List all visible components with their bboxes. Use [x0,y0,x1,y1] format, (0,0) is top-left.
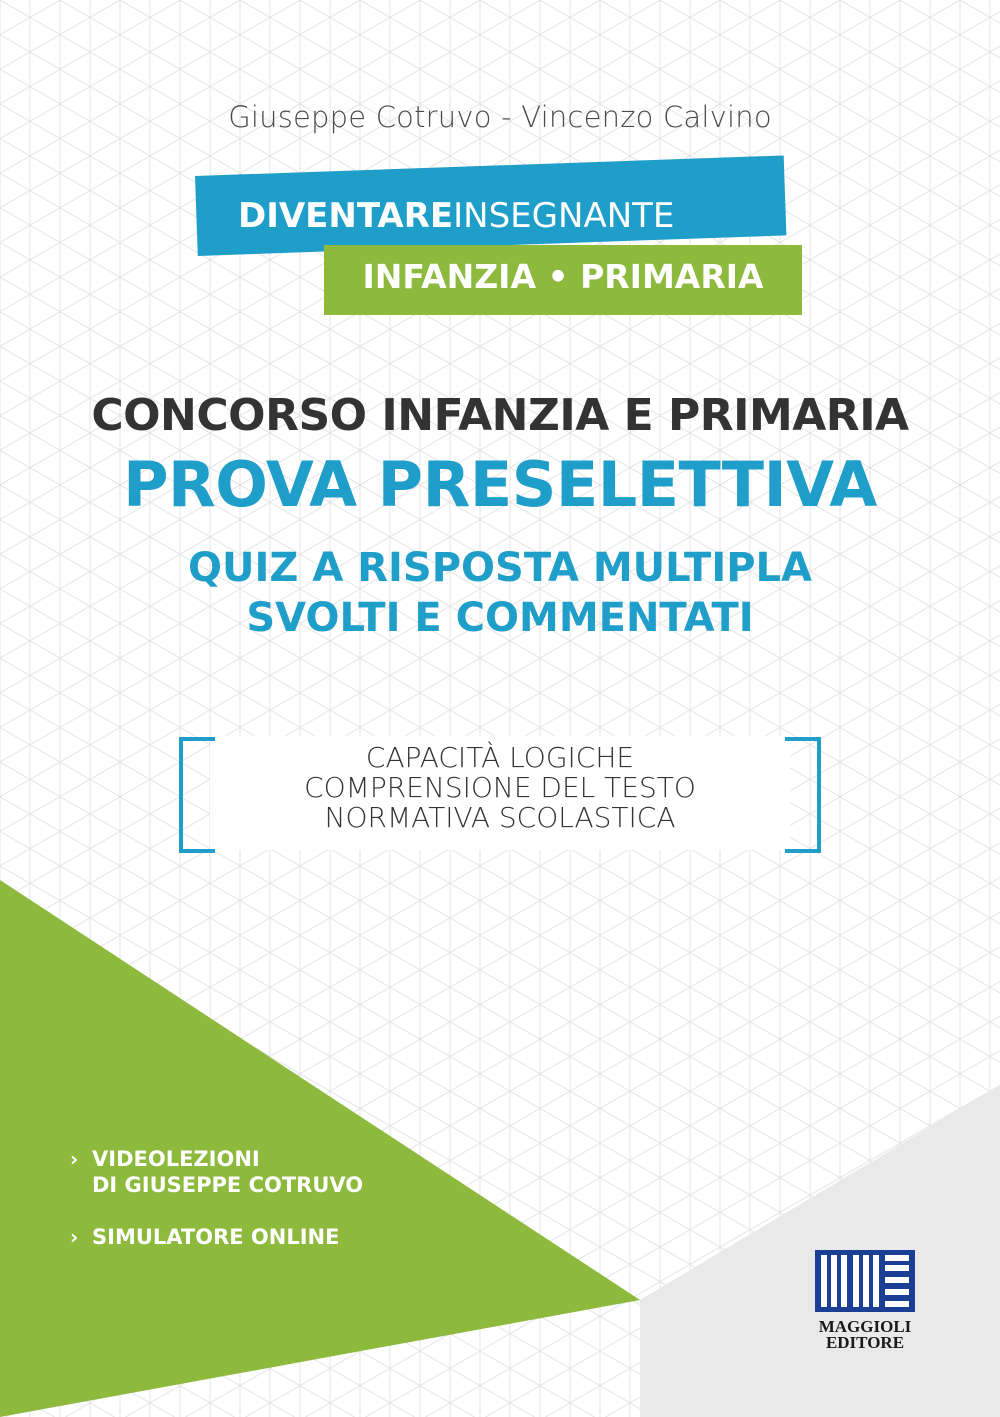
book-subtitle [0,543,1000,643]
feature-label: VIDEOLEZIONI [92,1147,260,1171]
levels-label: INFANZIA • PRIMARIA [362,257,764,296]
book-title-line-1: CONCORSO INFANZIA E PRIMARIA [91,390,909,441]
topic-item: NORMATIVA SCOLASTICA [324,801,676,834]
feature-label: DI GIUSEPPE COTRUVO [92,1173,364,1197]
topic-item: COMPRENSIONE DEL TESTO [304,771,696,804]
book-title-line-2: PROVA PRESELETTIVA [123,448,877,521]
series-title-light: INSEGNANTE [453,196,675,236]
topic-item: CAPACITÀ LOGICHE [365,741,635,774]
feature-item-simulatore [70,1224,363,1250]
series-title-bold: DIVENTARE [238,196,454,236]
book-subtitle-line-2: SVOLTI E COMMENTATI [246,595,754,641]
feature-label: SIMULATORE ONLINE [92,1225,340,1249]
authors: Giuseppe Cotruvo - Vincenzo Calvino [228,100,772,134]
features-list [70,1146,363,1276]
topics-list [0,743,1000,833]
publisher-logo [815,1250,915,1351]
publisher-name-line-1: MAGGIOLI [818,1317,912,1336]
chevron-right-icon: › [70,1225,79,1249]
publisher-name [815,1319,915,1351]
publisher-name-line-2: EDITORE [825,1333,905,1352]
book-subtitle-line-1: QUIZ A RISPOSTA MULTIPLA [188,545,812,591]
feature-item-videolezioni [70,1146,363,1198]
series-title [238,196,674,236]
maggioli-logo-icon [815,1250,915,1312]
chevron-right-icon: › [70,1147,79,1171]
